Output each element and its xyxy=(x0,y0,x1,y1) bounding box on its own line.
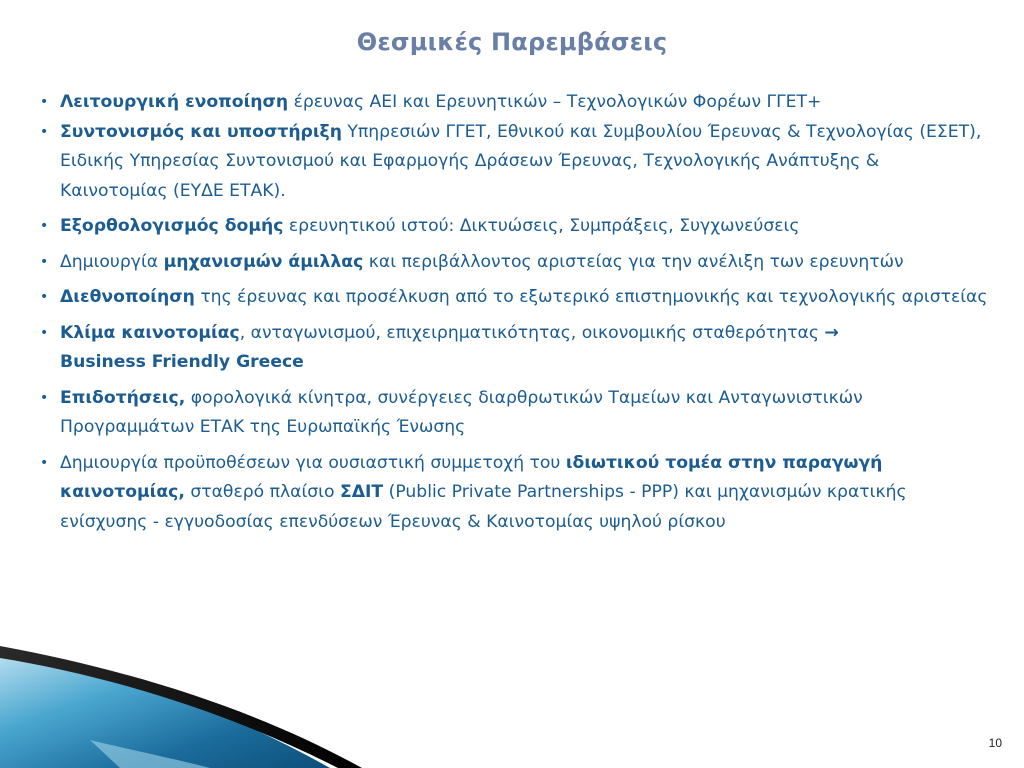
slide-title: Θεσμικές Παρεμβάσεις xyxy=(356,28,668,56)
bullet-emphasis: Κλίμα καινοτομίας xyxy=(60,322,240,343)
bullet-emphasis-secondary: Business Friendly Greece xyxy=(60,352,304,372)
bullet-text-prefix: Δημιουργία xyxy=(60,251,164,272)
arrow-right-icon: → xyxy=(824,322,839,343)
bullet-emphasis: Λειτουργική ενοποίηση xyxy=(60,92,289,112)
bullet-text: , ανταγωνισμού, επιχειρηματικότητας, οικονομικής σταθερότητας xyxy=(239,322,825,343)
bullet-emphasis: μηχανισμών άμιλλας xyxy=(163,251,364,272)
page-number: 10 xyxy=(988,736,1002,750)
bullet-dot-icon: • xyxy=(40,94,49,110)
bullet-item xyxy=(40,319,990,378)
bullet-dot-icon: • xyxy=(40,289,49,305)
bullet-emphasis-secondary: ΣΔΙΤ xyxy=(339,482,384,502)
bullet-text: έρευνας ΑΕΙ και Ερευνητικών – Τεχνολογικών Φορέων ΓΓΕΤ+ xyxy=(288,92,822,112)
bullet-dot-icon: • xyxy=(40,123,49,140)
bullet-item xyxy=(40,212,990,242)
bullet-dot-icon: • xyxy=(40,389,49,406)
bullet-text: (Public Private Partnerships - PPP) και μηχανισμών κρατικής ενίσχυσης - εγγυοδοσίας επενδύσεων Έρευνας & Καινοτομίας υψηλού ρίσκου xyxy=(60,482,907,532)
bullet-dot-icon: • xyxy=(40,454,49,471)
bullet-text: της έρευνας και προσέλκυση από το εξωτερικό επιστημονικής και τεχνολογικής αριστείας xyxy=(194,287,988,307)
bullet-emphasis: Εξορθολογισμός δομής xyxy=(60,216,284,236)
bullet-dot-icon: • xyxy=(40,324,49,341)
bullet-emphasis: Επιδοτήσεις, xyxy=(60,387,186,408)
bullet-item xyxy=(40,449,990,538)
bullet-item xyxy=(40,248,990,278)
bullet-text-prefix: Δημιουργία προϋποθέσεων για ουσιαστική συμμετοχή του xyxy=(60,452,566,473)
bullet-dot-icon: • xyxy=(40,218,49,234)
bullet-text: ερευνητικού ιστού: Δικτυώσεις, Συμπράξεις, Συγχωνεύσεις xyxy=(283,216,800,236)
bullet-item xyxy=(40,283,990,313)
bullet-item xyxy=(40,118,990,207)
bullet-item xyxy=(40,88,990,118)
bullet-text-middle: σταθερό πλαίσιο xyxy=(184,482,340,502)
bullet-dot-icon: • xyxy=(40,253,49,270)
bullet-text: Υπηρεσιών ΓΓΕΤ, Εθνικού και Συμβουλίου Έρευνας & Τεχνολογίας (ΕΣΕΤ), Ειδικής Υπηρεσίας Συντονισμού και Εφαρμογής Δράσεων Έρευνας, Τεχνολογικής Ανάπτυξης & Καινοτομίας (ΕΥΔΕ ΕΤΑΚ). xyxy=(60,121,982,201)
bullet-item xyxy=(40,384,990,443)
bullet-emphasis: ιδιωτικού τομέα στην παραγωγή καινοτομίας, xyxy=(60,452,883,502)
bullet-list xyxy=(40,88,990,543)
bullet-text: φορολογικά κίνητρα, συνέργειες διαρθρωτικών Ταμείων και Ανταγωνιστικών Προγραμμάτων ΕΤΑΚ της Ευρωπαϊκής Ένωσης xyxy=(60,387,863,437)
bullet-emphasis: Συντονισμός και υποστήριξη xyxy=(60,121,342,142)
bullet-text: και περιβάλλοντος αριστείας για την ανέλιξη των ερευνητών xyxy=(363,251,904,272)
bullet-emphasis: Διεθνοποίηση xyxy=(60,287,195,307)
